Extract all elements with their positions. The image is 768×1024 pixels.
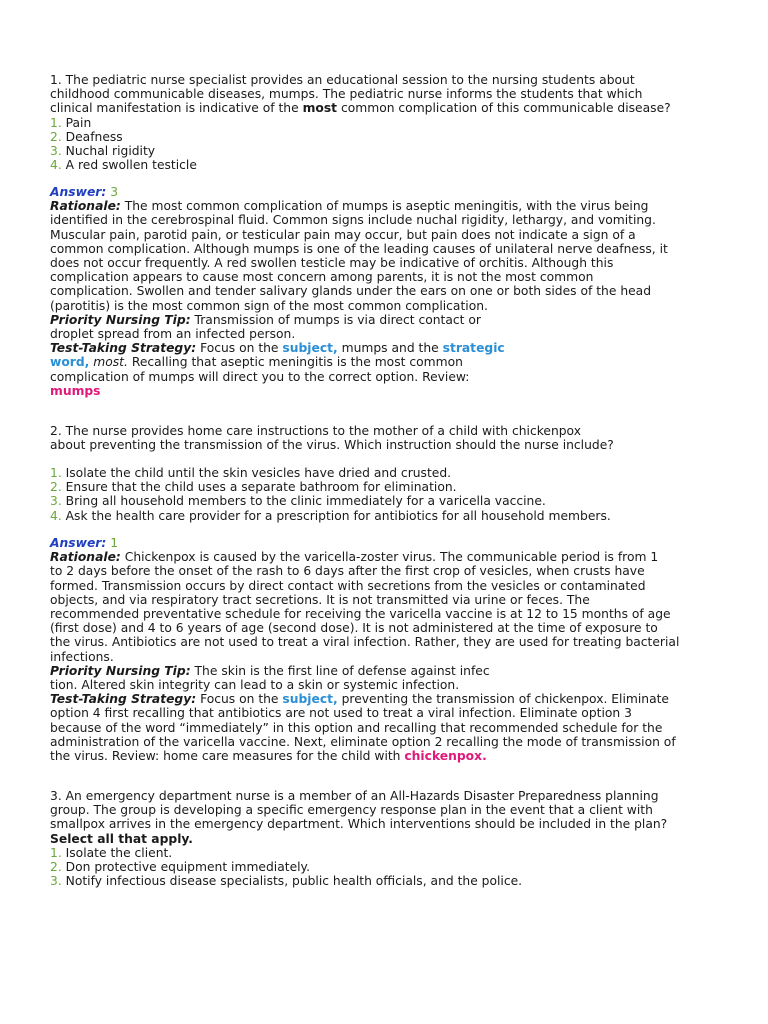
q2-option-1: 1. Isolate the child until the skin vesicles have dried and crusted.: [50, 466, 452, 480]
q2-rationale-line-7: the virus. Antibiotics are not used to treat a viral infection. Rather, they are used for treating bacterial: [50, 635, 680, 650]
q1-strategy-line-1: Test-Taking Strategy: Focus on the subject, mumps and the strategic: [50, 341, 505, 356]
q2-options: [50, 466, 730, 523]
q2-option-3: 3. Bring all household members to the clinic immediately for a varicella vaccine.: [50, 494, 546, 509]
q1-stem-line-2: childhood communicable diseases, mumps. The pediatric nurse informs the students that which: [50, 87, 643, 102]
q2-answer: Answer: 1: [50, 536, 119, 550]
q1-stem-line-3: clinical manifestation is indicative of the most common complication of this communicable disease?: [50, 101, 671, 116]
q1-tip-line-2: droplet spread from an infected person.: [50, 327, 296, 342]
q1-rationale-line-6: complication appears to cause most concern among parents, it is not the most common: [50, 270, 594, 285]
q2-answer-section: [50, 536, 730, 763]
q1-strategy-line-3: complication of mumps will direct you to the correct option. Review:: [50, 369, 470, 384]
q1-option-2: 2. Deafness: [50, 129, 123, 144]
q2-option-2: 2. Ensure that the child uses a separate bathroom for elimination.: [50, 480, 457, 495]
q1-rationale-line-2: identified in the cerebrospinal fluid. Common signs include nuchal rigidity, lethargy, and vomiting.: [50, 213, 656, 228]
q2-option-4: 4. Ask the health care provider for a prescription for antibiotics for all household members.: [50, 508, 611, 523]
question-1: [50, 73, 730, 172]
q2-stem-line-1: 2. The nurse provides home care instructions to the mother of a child with chickenpox: [50, 424, 581, 438]
q2-rationale-line-4: objects, and via respiratory tract secretions. It is not transmitted via urine or feces. The: [50, 592, 590, 607]
q1-rationale-line-7: complication. Swollen and tender salivary glands under the ears on one or both sides of the head: [50, 284, 652, 299]
q1-answer: Answer: 3: [50, 185, 119, 199]
q2-strategy-line-3: because of the word “immediately” in this option and recalling that recommended schedule for the: [50, 720, 663, 735]
q2-rationale-line-5: recommended preventative schedule for receiving the varicella vaccine is at 12 to 15 months of age: [50, 607, 671, 622]
q1-option-3: 3. Nuchal rigidity: [50, 144, 156, 159]
q1-tip-line-1: Priority Nursing Tip: Transmission of mumps is via direct contact or: [50, 312, 481, 327]
q1-option-4: 4. A red swollen testicle: [50, 158, 197, 173]
q1-rationale-line-1: Rationale: The most common complication of mumps is aseptic meningitis, with the virus being: [50, 199, 649, 214]
q2-strategy-line-5: the virus. Review: home care measures for the child with chickenpox.: [50, 749, 487, 764]
question-2: [50, 424, 730, 452]
q1-answer-section: [50, 185, 730, 398]
q3-option-3: 3. Notify infectious disease specialists, public health officials, and the police.: [50, 874, 523, 889]
q1-rationale-line-4: common complication. Although mumps is one of the leading causes of unilateral nerve deafness, it: [50, 241, 668, 256]
q3-option-1: 1. Isolate the client.: [50, 845, 173, 860]
q2-strategy-line-1: Test-Taking Strategy: Focus on the subject, preventing the transmission of chickenpox. Eliminate: [50, 692, 669, 707]
q2-strategy-line-4: administration of the varicella vaccine. Next, eliminate option 2 recalling the mode of transmission of: [50, 734, 676, 749]
q1-option-1: 1. Pain: [50, 115, 92, 130]
q3-option-2: 2. Don protective equipment immediately.: [50, 860, 310, 875]
q2-rationale-line-3: formed. Transmission occurs by direct contact with secretions from the vesicles or contaminated: [50, 578, 646, 593]
question-3: [50, 789, 730, 888]
q1-review-topic: mumps: [50, 383, 101, 398]
q2-tip-line-2: tion. Altered skin integrity can lead to a skin or systemic infection.: [50, 678, 460, 693]
q1-strategy-line-2: word, most. Recalling that aseptic meningitis is the most common: [50, 355, 463, 370]
q1-rationale-line-8: (parotitis) is the most common sign of the most common complication.: [50, 298, 488, 313]
q3-stem-line-3: smallpox arrives in the emergency department. Which interventions should be included in the plan?: [50, 817, 668, 832]
q2-rationale-line-6: (first dose) and 4 to 6 years of age (second dose). It is not administered at the time of exposure to: [50, 621, 658, 636]
q2-rationale-line-1: Rationale: Chickenpox is caused by the varicella-zoster virus. The communicable period is from 1: [50, 550, 659, 565]
q2-stem-line-2: about preventing the transmission of the virus. Which instruction should the nurse include?: [50, 438, 614, 453]
q2-rationale-line-2: to 2 days before the onset of the rash to 6 days after the first crop of vesicles, when crusts have: [50, 564, 645, 579]
q2-tip-line-1: Priority Nursing Tip: The skin is the first line of defense against infec: [50, 663, 490, 678]
q3-stem-line-1: 3. An emergency department nurse is a member of an All-Hazards Disaster Preparedness planning: [50, 789, 659, 803]
q1-rationale-line-5: does not occur frequently. A red swollen testicle may be indicative of orchitis. Although this: [50, 256, 614, 271]
q1-rationale-line-3: Muscular pain, parotid pain, or testicular pain may occur, but pain does not indicate a sign of a: [50, 227, 636, 242]
q3-select-all: Select all that apply.: [50, 831, 193, 846]
q2-strategy-line-2: option 4 first recalling that antibiotics are not used to treat a viral infection. Eliminate option 3: [50, 706, 632, 721]
q3-stem-line-2: group. The group is developing a specific emergency response plan in the event that a client with: [50, 803, 653, 818]
q2-rationale-line-8: infections.: [50, 649, 114, 664]
q1-stem-line-1: 1. The pediatric nurse specialist provides an educational session to the nursing students about: [50, 73, 635, 87]
